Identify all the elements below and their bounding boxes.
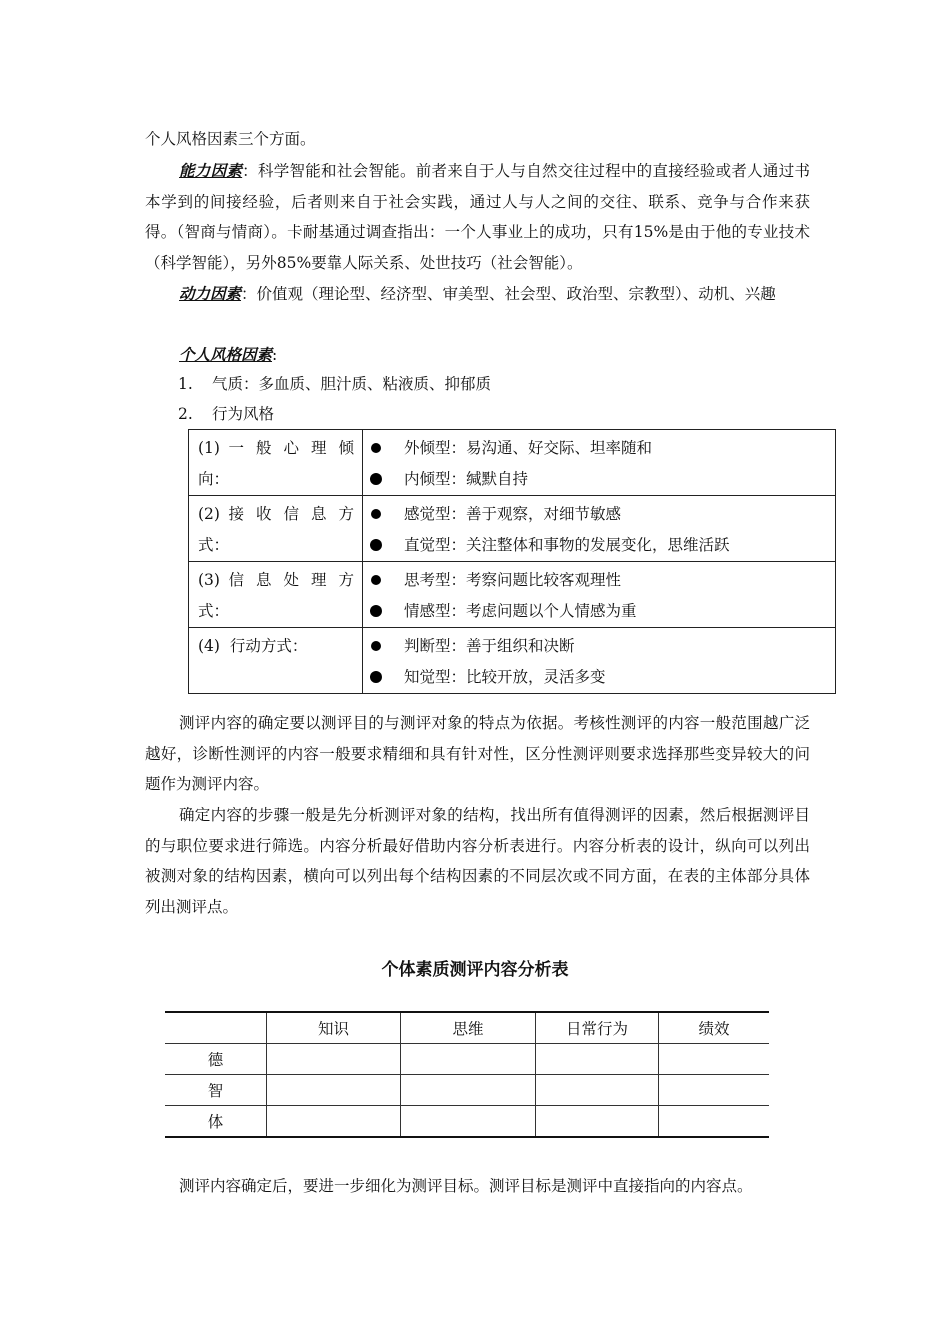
style-label: (1) 一般心理倾 向： [189,430,363,496]
bullet-icon [370,473,382,485]
analysis-table [165,1011,769,1138]
column-header: 思维 [401,1012,536,1044]
table-row [189,496,836,562]
motivation-paragraph [145,279,810,310]
row-header: 体 [165,1106,267,1138]
row-header: 智 [165,1075,267,1106]
bullet-icon [371,575,381,585]
list-item: 2. 行为风格 [178,405,275,423]
table-row [189,562,836,628]
motivation-term: 动力因素 [179,284,242,303]
ability-paragraph [145,156,810,278]
row-header: 德 [165,1044,267,1075]
bullet-icon [370,605,382,617]
table-row [165,1044,769,1075]
personal-style-term: 个人风格因素 [179,345,273,364]
column-header: 知识 [267,1012,401,1044]
table-row [189,430,836,496]
personal-style-heading: 个人风格因素: [179,345,278,364]
content-paragraph-2: 确定内容的步骤一般是先分析测评对象的结构，找出所有值得测评的因素，然后根据测评目的与职位要求进行筛选。内容分析最好借助内容分析表进行。内容分析表的设计，纵向可以列出被测对象的结构因素，横向可以列出每个结构因素的不同层次或不同方面，在表的主体部分具体列出测评点。 [145,806,810,916]
motivation-text: ：价值观（理论型、经济型、审美型、社会型、政治型、宗教型）、动机、兴趣 [241,285,776,303]
style-label: (2) 接收信息方 式： [189,496,363,562]
bullet-icon [371,641,381,651]
style-items: 判断型：善于组织和决断 知觉型：比较开放，灵活多变 [363,628,836,694]
intro-line: 个人风格因素三个方面。 [145,130,316,148]
column-header: 绩效 [659,1012,770,1044]
table-row [165,1106,769,1138]
style-items: 思考型：考察问题比较客观理性 情感型：考虑问题以个人情感为重 [363,562,836,628]
bullet-icon [371,509,381,519]
behavior-style-table [188,429,836,694]
column-header: 日常行为 [536,1012,659,1044]
list-item: 1. 气质：多血质、胆汁质、粘液质、抑郁质 [178,375,492,393]
table-row [189,628,836,694]
analysis-table-title: 个体素质测评内容分析表 [381,960,569,980]
style-label: (4) 行动方式： [189,628,363,694]
bullet-icon [371,443,381,453]
style-items: 感觉型：善于观察，对细节敏感 直觉型：关注整体和事物的发展变化，思维活跃 [363,496,836,562]
ability-text: ：科学智能和社会智能。前者来自于人与自然交往过程中的直接经验或者人通过书本学到的间接经验，后者则来自于社会实践，通过人与人之间的交往、联系、竞争与合作来获得。（智商与情商）。卡耐基通过调查指出：一个人事业上的成功，只有15%是由于他的专业技术（科学智能），另外85%要靠人际关系、处世技巧（社会智能）。 [145,162,810,272]
closing-paragraph: 测评内容确定后，要进一步细化为测评目标。测评目标是测评中直接指向的内容点。 [179,1177,753,1195]
style-items: 外倾型：易沟通、好交际、坦率随和 内倾型：缄默自持 [363,430,836,496]
content-paragraph-1: 测评内容的确定要以测评目的与测评对象的特点为依据。考核性测评的内容一般范围越广泛越好，诊断性测评的内容一般要求精细和具有针对性，区分性测评则要求选择那些变异较大的问题作为测评内容。 [145,714,810,793]
bullet-icon [370,539,382,551]
table-row [165,1075,769,1106]
bullet-icon [370,671,382,683]
ability-term: 能力因素 [179,161,243,180]
table-header-row [165,1012,769,1044]
style-label: (3) 信息处理方 式： [189,562,363,628]
